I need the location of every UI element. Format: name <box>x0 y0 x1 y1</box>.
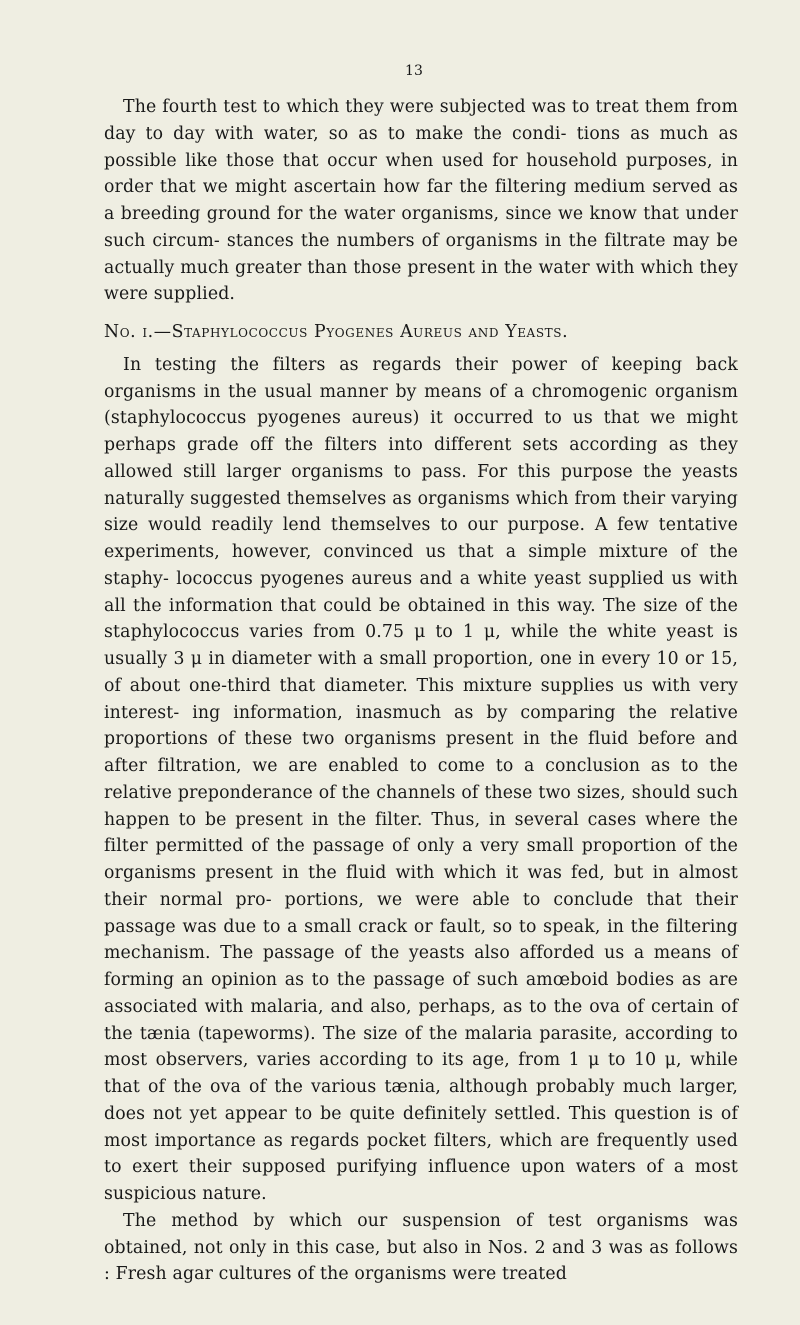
paragraph-testing-filters: In testing the filters as regards their power of keeping back organisms in the usual manner by means of a chromogenic organism (staphylococcus pyogenes aureus) it occurred to us that we might perhaps grade off the filters into different sets according as they allowed still larger organisms to pass. For this purpose the yeasts naturally suggested themselves as organisms which from their varying size would readily lend themselves to our purpose. A few tentative experiments, however, convinced us that a simple mixture of the staphy- lococcus pyogenes aureus and a white yeast supplied us with all the information that could be obtained in this way. The size of the staphylococcus varies from 0.75 μ to 1 μ, while the white yeast is usually 3 μ in diameter with a small proportion, one in every 10 or 15, of about one-third that diameter. This mixture supplies us with very interest- ing information, inasmuch as by comparing the relative proportions of these two organisms present in the fluid before and after filtration, we are enabled to come to a conclusion as to the relative preponderance of the channels of these two sizes, should such happen to be present in the filter. Thus, in several cases where the filter permitted of the passage of only a very small proportion of the organisms present in the fluid with which it was fed, but in almost their normal pro- portions, we were able to conclude that their passage was due to a small crack or fault, so to speak, in the filtering mechanism. The passage of the yeasts also afforded us a means of forming an opinion as to the passage of such amœboid bodies as are associated with malaria, and also, perhaps, as to the ova of certain of the tænia (tapeworms). The size of the malaria parasite, according to most observers, varies according to its age, from 1 μ to 10 μ, while that of the ova of the various tænia, although probably much larger, does not yet appear to be quite definitely settled. This question is of most importance as regards pocket filters, which are frequently used to exert their supposed purifying influence upon waters of a most suspicious nature. <box>104 354 738 1204</box>
section-heading-text: No. i.—Staphylococcus Pyogenes Aureus and Yeasts. <box>104 322 569 342</box>
page-number: 13 <box>404 63 424 79</box>
paragraph-fourth-test: The fourth test to which they were subjected was to treat them from day to day with water, so as to make the condi- tions as much as possible like those that occur when used for household purposes, in order that we might ascertain how far the filtering medium served as a breeding ground for the water organisms, since we know that under such circum- stances the numbers of organisms in the filtrate may be actually much greater than those present in the water with which they were supplied. <box>104 97 738 305</box>
paragraph-method: The method by which our suspension of test organisms was obtained, not only in this case, but also in Nos. 2 and 3 was as follows : Fresh agar cultures of the organisms were treated <box>104 1210 738 1285</box>
section-heading <box>104 319 738 346</box>
